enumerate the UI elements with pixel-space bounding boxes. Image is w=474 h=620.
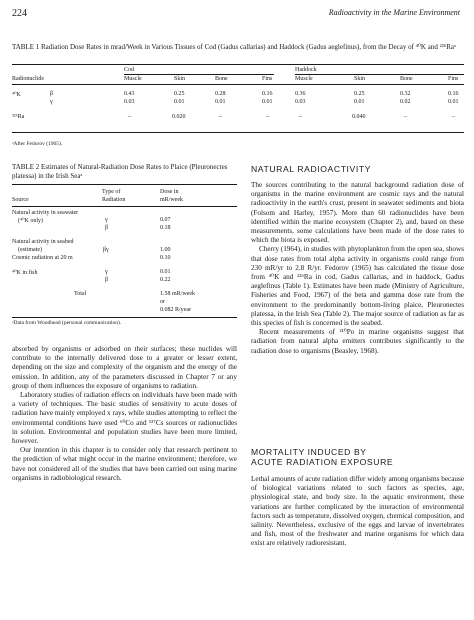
right-column-body-2 [251,475,464,549]
table1-header-haddock-skin: Skin [354,76,366,82]
table2-row-source: (estimate) [18,247,42,253]
table2-row-source: Natural activity in seabed [12,239,74,245]
table2-total-label: Total [74,291,87,297]
table1-cell: 0.03 [295,99,306,105]
table1-cell: 0.01 [174,99,185,105]
table1-group-cod: Cod [124,67,135,73]
table2-row-source: (⁴⁰K only) [18,218,43,224]
page-number: 224 [12,8,27,19]
table1-header-cod-muscle: Muscle [124,76,142,82]
running-title: Radioactivity in the Marine Environment [328,8,460,17]
table1 [12,64,464,136]
table1-cell: 0.36 [295,91,306,97]
left-column-body [12,345,237,483]
table1-cell: – [299,114,302,120]
table1-header-cod-fins: Fins [262,76,273,82]
table2-top-rule [12,184,237,185]
table1-cell: 0.03 [124,99,135,105]
table1-cell: 0.25 [354,91,365,97]
table2-header-dose: Dose in mR/week [160,189,183,203]
table2-row-source: ⁴⁰K in fish [12,270,38,276]
table1-header-haddock-muscle: Muscle [295,76,313,82]
paragraph: Recent measurements of ²¹⁰Po in marine organisms suggest that radiation from natural alpha emitters contributes significantly to the radiation dose to organisms (Beasley, 1968). [251,328,464,355]
table2-row-type: γ [105,269,108,275]
table2-footnote: ᵃData from Woodhead (personal communication). [12,320,122,326]
table2-header-type: Type of Radiation [102,189,126,203]
table1-cell: 0.01 [354,99,365,105]
table1-cell: – [452,114,455,120]
table1-cell: 0.01 [448,99,459,105]
table1-header-cod-bone: Bone [215,76,228,82]
table1-cell: 0.040 [352,114,366,120]
table1-cell: 0.16 [262,91,273,97]
table1-row1-nuclide: ⁴⁰K [12,92,21,98]
table1-caption: TABLE 1 Radiation Dose Rates in mrad/Week in Various Tissues of Cod (Gadus callarias) and Haddock (Gadus aeglefinus), from the Decay of ⁴⁰K and ²²⁶Raᵃ [12,43,456,51]
table1-cell: 0.28 [215,91,226,97]
table2-row-dose: 1.00 [160,247,171,253]
table1-cell: 0.16 [448,91,459,97]
paragraph: Laboratory studies of radiation effects on individuals have been made with a variety of techniques. The basic studies of sensitivity to acute doses of radiation have mainly employed x rays, while studies attempting to reflect the environmental conditions have used ⁶⁰Co and ¹³⁷Cs sources or radionuclides in solution. Environmental and population studies have been more limited, however. [12,391,237,446]
table1-cell: – [219,114,222,120]
table1-cell: 0.43 [124,91,135,97]
table2-row-source: Natural activity in seawater [12,210,79,216]
table2-total-1: 1.58 mR/week [160,291,195,297]
table1-cell: – [266,114,269,120]
section-heading-natural-radioactivity: NATURAL RADIOACTIVITY [251,164,372,174]
paragraph: Lethal amounts of acute radiation differ widely among organisms because of biological variations related to such factors as species, age, physiological state, and body size. In the aquatic environment, these variations are further complicated by the interaction of environmental factors such as temperature, dissolved oxygen, chemical composition, and salinity. Nevertheless, exclusive of the eggs and larvae of invertebrates and fish, most of the freshwater and marine organisms for which data exist are relatively radioresistant. [251,475,464,548]
table2-caption: TABLE 2 Estimates of Natural-Radiation Dose Rates to Plaice (Pleuronectes platessa) in the Irish Seaᵃ [12,163,228,180]
table1-cell: 0.25 [174,91,185,97]
table2-row-dose: 0.10 [160,255,171,261]
table2-total-2: 0.082 R/year [160,307,191,313]
table1-header-cod-skin: Skin [174,76,186,82]
table2-row-type: β [105,277,109,283]
table1-row2-type: γ [50,99,53,105]
table1-footnote: ᵃAfter Fedorov (1965). [12,141,63,147]
table2-row-type: γ [105,217,108,223]
table2-row-dose: 0.22 [160,277,171,283]
table1-top-rule [12,64,464,65]
table1-cell: 0.32 [400,91,411,97]
right-column-body-1 [251,181,464,356]
table1-group-haddock: Haddock [295,67,317,73]
table2-row-dose: 0.07 [160,217,171,223]
table1-cell: – [404,114,407,120]
table2-header-rule [12,206,237,207]
table2-header-source: Source [12,197,29,203]
section-heading-line: MORTALITY INDUCED BY [251,447,367,457]
paragraph: Our intention in this chapter is to consider only that research pertinent to the prediction of what might occur in the marine environment; therefore, we have not considered all of the studies that have been carried out using marine organisms in radiobiological research. [12,446,237,482]
table2-row-dose: 0.01 [160,269,171,275]
section-heading-line: ACUTE RADIATION EXPOSURE [251,457,394,467]
table2 [12,184,237,314]
table2-bottom-rule [12,317,237,318]
table2-total-or: or [160,299,165,305]
table2-row-type: β [105,225,109,231]
section-heading-mortality [251,447,393,467]
table1-header-radionuclide: Radionuclide [12,76,44,82]
table1-header-haddock-fins: Fins [448,76,459,82]
table1-header-rule [12,84,464,85]
paragraph: Cherry (1964), in studies with phytoplankton from the open sea, shows that dose rates from total alpha activity in organisms could range from 230 mR/yr to 2.8 R/yr. Fedorov (1965) has calculated the tissue dose from ⁴⁰K and ²²⁶Ra in cod, Gadus callarias, and in haddock, Gadus aeglefinus (Table 1). Estimates have been made (Ministry of Agriculture, Fisheries and Food, 1967) of the beta and gamma dose rate from the environment to the predominantly bottom-living plaice, Pleuronectes platessa, in the Irish Sea (Table 2). The major source of radiation as far as this species of fish is concerned is the seabed. [251,245,464,328]
table1-header-haddock-bone: Bone [400,76,413,82]
table1-bottom-rule [12,132,464,133]
table1-cell: – [128,114,131,120]
table2-row-type: βγ [103,247,109,253]
table1-row3-nuclide: ²²⁶Ra [12,114,25,120]
table1-row1-type: β [50,91,54,97]
table2-row-source: Cosmic radiation at 20 m [12,255,73,261]
table1-cell: 0.02 [400,99,411,105]
table1-haddock-rule [295,74,464,75]
table1-cell: 0.01 [215,99,226,105]
table2-row-dose: 0.18 [160,225,171,231]
table1-cell: 0.020 [172,114,186,120]
paragraph: absorbed by organisms or adsorbed on their surfaces; these nuclides will contribute to the internally delivered dose to a greater or lesser extent, depending on the size and complexity of the organism and the energy of the emission. In addition, any of the parameters discussed in Chapter 7 or any group of them influences the exposure of organisms to radiation. [12,345,237,390]
table1-cod-rule [124,74,274,75]
table1-cell: 0.01 [262,99,273,105]
paragraph: The sources contributing to the natural background radiation dose of organisms in the marine environment are cosmic rays and the natural radioactivity in the earth's crust, present in seawater sediments and biota (Folsom and Harley, 1957). More than 60 radionuclides have been identified within the marine ecosystem (Chapter 2), and, based on these measurements, some calculations have been made of the dose rates to which the biota is exposed. [251,181,464,245]
